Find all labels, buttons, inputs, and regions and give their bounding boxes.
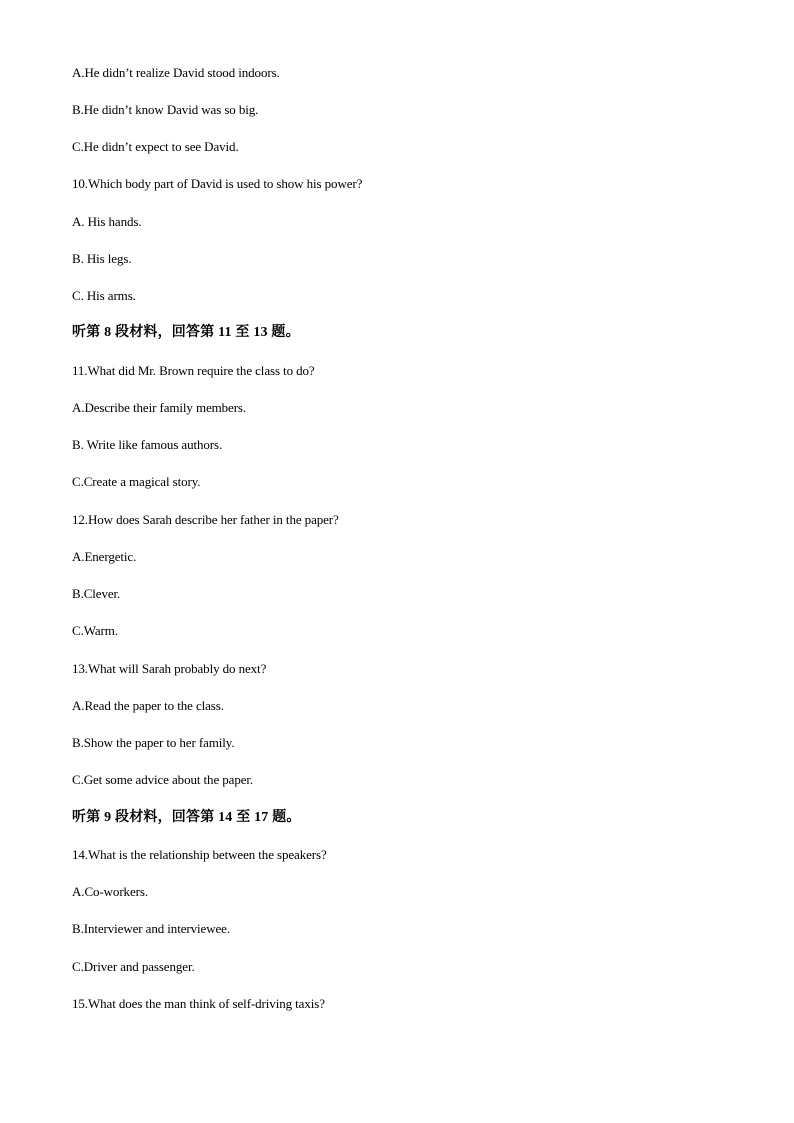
question-15: 15.What does the man think of self-driving taxis?	[72, 996, 325, 1011]
question-13: 13.What will Sarah probably do next?	[72, 661, 267, 676]
option-12c: C.Warm.	[72, 623, 118, 638]
question-14: 14.What is the relationship between the speakers?	[72, 847, 327, 862]
option-9c: C.He didn’t expect to see David.	[72, 139, 239, 154]
option-11c: C.Create a magical story.	[72, 474, 201, 489]
option-14a: A.Co-workers.	[72, 884, 148, 899]
section-heading-8: 听第 8 段材料，回答第 11 至 13 题。	[72, 325, 300, 340]
option-11b: B. Write like famous authors.	[72, 437, 223, 452]
option-14c: C.Driver and passenger.	[72, 959, 195, 974]
option-10b: B. His legs.	[72, 251, 132, 266]
question-10: 10.Which body part of David is used to show his power?	[72, 176, 363, 191]
question-12: 12.How does Sarah describe her father in the paper?	[72, 512, 339, 527]
question-11: 11.What did Mr. Brown require the class to do?	[72, 363, 315, 378]
option-12a: A.Energetic.	[72, 549, 137, 564]
option-10c: C. His arms.	[72, 288, 136, 303]
option-11a: A.Describe their family members.	[72, 400, 247, 415]
option-9b: B.He didn’t know David was so big.	[72, 102, 259, 117]
option-9a: A.He didn’t realize David stood indoors.	[72, 65, 280, 80]
option-13a: A.Read the paper to the class.	[72, 698, 224, 713]
option-14b: B.Interviewer and interviewee.	[72, 921, 230, 936]
option-13c: C.Get some advice about the paper.	[72, 772, 254, 787]
option-10a: A. His hands.	[72, 214, 142, 229]
option-13b: B.Show the paper to her family.	[72, 735, 235, 750]
section-heading-9: 听第 9 段材料，回答第 14 至 17 题。	[72, 810, 301, 825]
option-12b: B.Clever.	[72, 586, 121, 601]
